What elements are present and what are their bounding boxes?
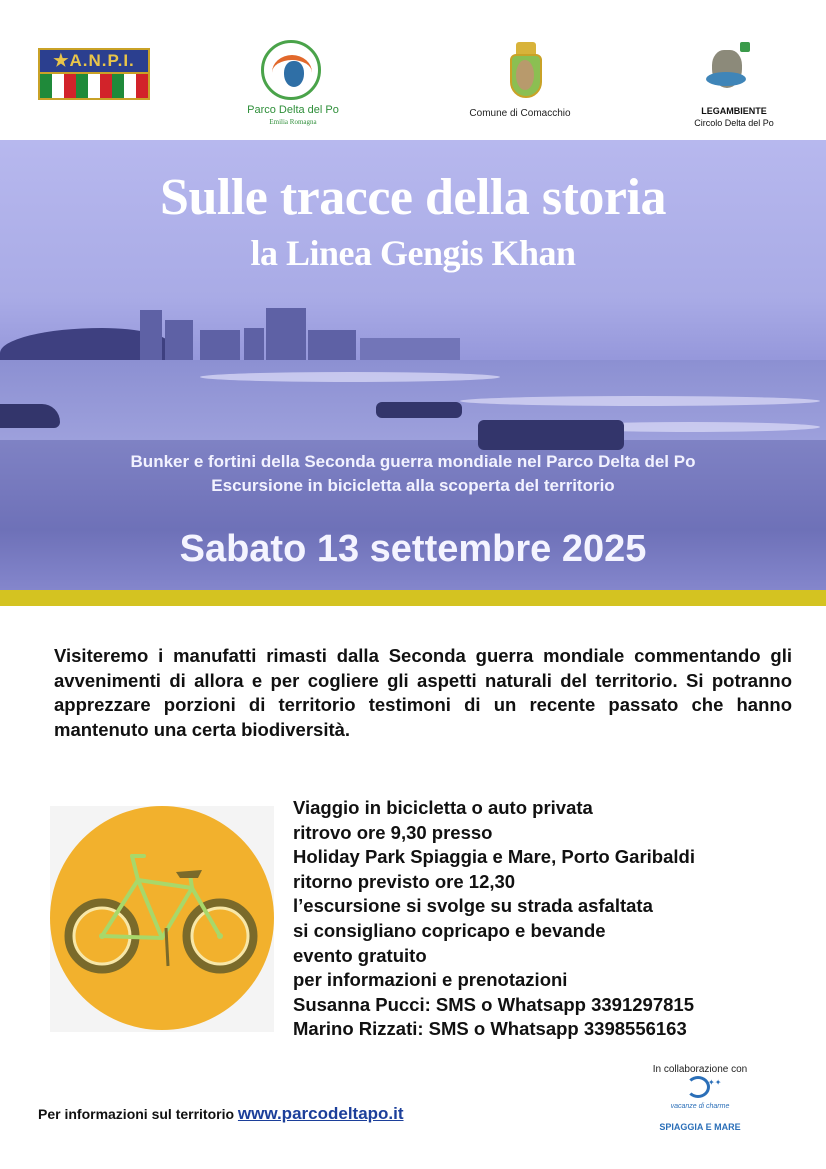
footer-info bbox=[38, 1104, 404, 1124]
detail-meeting-time: ritrovo ore 9,30 presso bbox=[293, 821, 493, 843]
comacchio-crest bbox=[458, 40, 582, 122]
swirl-icon bbox=[686, 1076, 710, 1098]
parco-region: Emilia Romagna bbox=[269, 118, 317, 126]
detail-recommendations: si consigliano copricapo e bevande bbox=[293, 919, 606, 941]
hero-description-line1: Bunker e fortini della Seconda guerra mondiale nel Parco Delta del Po bbox=[130, 452, 696, 471]
legambiente-icon bbox=[704, 42, 752, 92]
anpi-logo bbox=[38, 48, 150, 100]
collaboration-label: In collaborazione con bbox=[652, 1064, 748, 1075]
italian-flag-icon bbox=[38, 74, 150, 100]
legambiente-circle: Circolo Delta del Po bbox=[694, 118, 774, 128]
wave-foam bbox=[460, 396, 820, 406]
contact-marino: Marino Rizzati: SMS o Whatsapp 3398556163 bbox=[293, 1018, 687, 1040]
bicycle-icon bbox=[50, 806, 274, 1030]
comune-name: Comune di Comacchio bbox=[469, 108, 571, 119]
event-date: Sabato 13 settembre 2025 bbox=[179, 528, 647, 570]
wave-foam bbox=[200, 372, 500, 382]
intro-paragraph: Visiteremo i manufatti rimasti dalla Seconda guerra mondiale commentando gli avvenimenti di allora e per cogliere gli aspetti naturali del territorio. Si potranno apprezzare porzioni di territorio testimoni di un recente passato che hanno mantenuto una certa biodiversità. bbox=[54, 645, 792, 740]
detail-return-time: ritorno previsto ore 12,30 bbox=[293, 870, 516, 892]
detail-free-event: evento gratuito bbox=[293, 944, 427, 966]
detail-meeting-place: Holiday Park Spiaggia e Mare, Porto Garibaldi bbox=[293, 846, 695, 868]
bicycle-svg bbox=[50, 806, 274, 1030]
bunker-ruin bbox=[376, 402, 462, 418]
rock bbox=[0, 404, 60, 428]
page-title: Sulle tracce della storia bbox=[160, 169, 666, 226]
crest-icon bbox=[504, 40, 548, 102]
detail-route: l’escursione si svolge su strada asfaltata bbox=[293, 895, 653, 917]
parco-name: Parco Delta del Po bbox=[247, 104, 339, 116]
detail-info-heading: per informazioni e prenotazioni bbox=[293, 969, 568, 991]
legambiente-logo bbox=[684, 42, 784, 130]
legambiente-name: LEGAMBIENTE bbox=[701, 106, 767, 116]
event-details bbox=[293, 796, 793, 1042]
bunker-ruin bbox=[478, 420, 624, 450]
parco-delta-logo bbox=[247, 40, 339, 126]
contact-susanna: Susanna Pucci: SMS o Whatsapp 3391297815 bbox=[293, 993, 694, 1015]
hero-banner bbox=[0, 140, 826, 590]
stars-icon: ✦✦ bbox=[708, 1078, 722, 1087]
accent-divider bbox=[0, 590, 826, 606]
partner-tagline: vacanze di charme bbox=[670, 1103, 730, 1110]
page-subtitle: la Linea Gengis Khan bbox=[250, 233, 576, 273]
spiaggia-e-mare-logo bbox=[644, 1076, 756, 1136]
footer-info-label: Per informazioni sul territorio bbox=[38, 1106, 238, 1122]
hero-description-line2: Escursione in bicicletta alla scoperta del territorio bbox=[211, 476, 615, 495]
parco-website-link[interactable]: www.parcodeltapo.it bbox=[237, 1104, 404, 1123]
anpi-logo-text: ★A.N.P.I. bbox=[38, 48, 150, 74]
detail-transport: Viaggio in bicicletta o auto privata bbox=[293, 797, 593, 818]
partner-name: SPIAGGIA E MARE bbox=[659, 1122, 741, 1132]
heron-icon bbox=[261, 40, 321, 100]
